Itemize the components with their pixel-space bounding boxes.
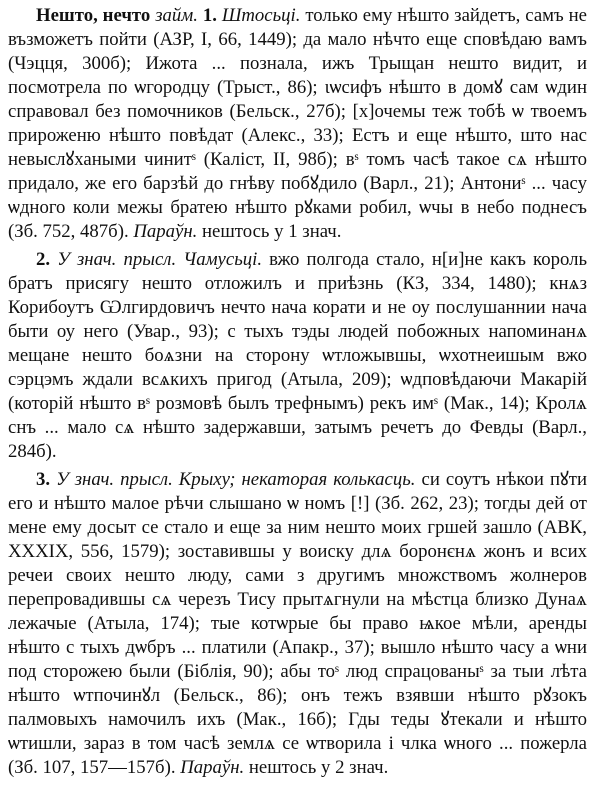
sense-citations-1: только ему нѣшто зайдетъ, самъ не възможетъ пойти (АЗР, I, 66, 1449); да мало нѣчто еще сповѣдаю вамъ (Чэцця, 300б); Ижота ... познала, ижъ Трыщан нешто видит, и посмотрела по ѡгородцу (Трыст., 86); ιѡсифъ нѣшто в домꙋ сам ѡдин справовал без помочников (Бельск., 27б); [х]очемы теж тобѣ ѡ твоемъ прироженю нѣшто повѣдат (Алекс., 33); Естъ и еще нѣшто, што нас невыслꙋхаными чинитˢ (Калiст, II, 98б); вˢ томъ часѣ такое сѧ нѣшто придало, же его барзѣй до гнѣву побꙋдило (Варл., 21); Антониˢ ... часу ѡдного коли межы братею нѣшто рꙋками робил, ѡчы в небо поднесъ (Зб. 752, 487б).: [8, 5, 587, 242]
sense-number-3: 3.: [36, 469, 51, 490]
sense-citations-3: си соутъ нѣкои пꙋти его и нѣшто малое рѣчи слышано ѡ номъ [!] (Зб. 262, 23); тогды дей от мене ему досыт се стало и еще за ним нешто моих гршей зашло (АВК, XXXIX, 556, 1579); зоставившы у воиску длѧ боронєнѧ жонъ и всих речеи своих нешто люду, сами з другимъ множствомъ жолнеров перепровадившы сѧ черезъ Тису прытѧгнули на мѣстца близко Дунаѧ лежачые (Атыла, 174); тые котѡрые бы право ѩкое мѣли, аренды нѣшто с тыхъ дѡбръ ... платили (Апакр., 37); вышло нѣшто часу а ѡни под сторожею были (Біблія, 90); абы тоˢ люд спрацованыˢ за тыи лѣта нѣшто ѡтпочинꙋл (Бельск., 86); онъ тежъ взявши нѣшто рꙋзокъ палмовыхъ намочилъ ихъ (Мак., 16б); Гды теды ꙋтекали и нѣшто ѡтишли, зараз в том часѣ землѧ се ѡтворила і члка ѡного ... пожерла (Зб. 107, 157—157б).: [8, 469, 588, 778]
sense-citations-2: вжо полгода стало, н[и]не какъ король братъ присягу нешто отложилъ и приѣзнь (КЗ, 334, 1480); кнѧз Корибоутъ Ѡлгирдовичъ нечто нача корати и не оу послушаннии нача быти оу него (Увар., 93); с тыхъ тэды людей побожных напоминанѧ мещане нешто боѧзни на сторону ѡтложывшы, ѡхотнеишым вжо сэрцэмъ ждали всѧкихъ пригод (Атыла, 209); ѡдповѣдаючи Макарій (которій нѣшто вˢ розмовѣ былъ трефнымъ) рекъ имˢ (Мак., 14); Кролѧ снъ ... мало сѧ нѣшто задержавши, затымъ речетъ до Февды (Варл., 284б).: [8, 249, 588, 462]
cross-reference-1: нештось у 1 знач.: [202, 221, 342, 242]
headword: Нешто, нечто: [36, 5, 151, 26]
part-of-speech: займ.: [155, 5, 198, 26]
cross-reference-label-3: Параўн.: [180, 757, 245, 778]
sense-number-2: 2.: [36, 249, 51, 270]
sense-number-1: 1.: [202, 5, 217, 26]
entry-sense-2: [8, 248, 587, 464]
cross-reference-label-1: Параўн.: [133, 221, 198, 242]
sense-gloss-1: Штосьці.: [221, 5, 301, 26]
cross-reference-3: нештось у 2 знач.: [248, 757, 389, 778]
sense-gloss-2: У знач. прысл. Чамусьці.: [57, 249, 263, 270]
sense-gloss-3: У знач. прысл. Крыху; некаторая колькасць.: [56, 469, 416, 490]
entry-sense-3: [8, 468, 587, 780]
entry-sense-1: [8, 4, 587, 244]
